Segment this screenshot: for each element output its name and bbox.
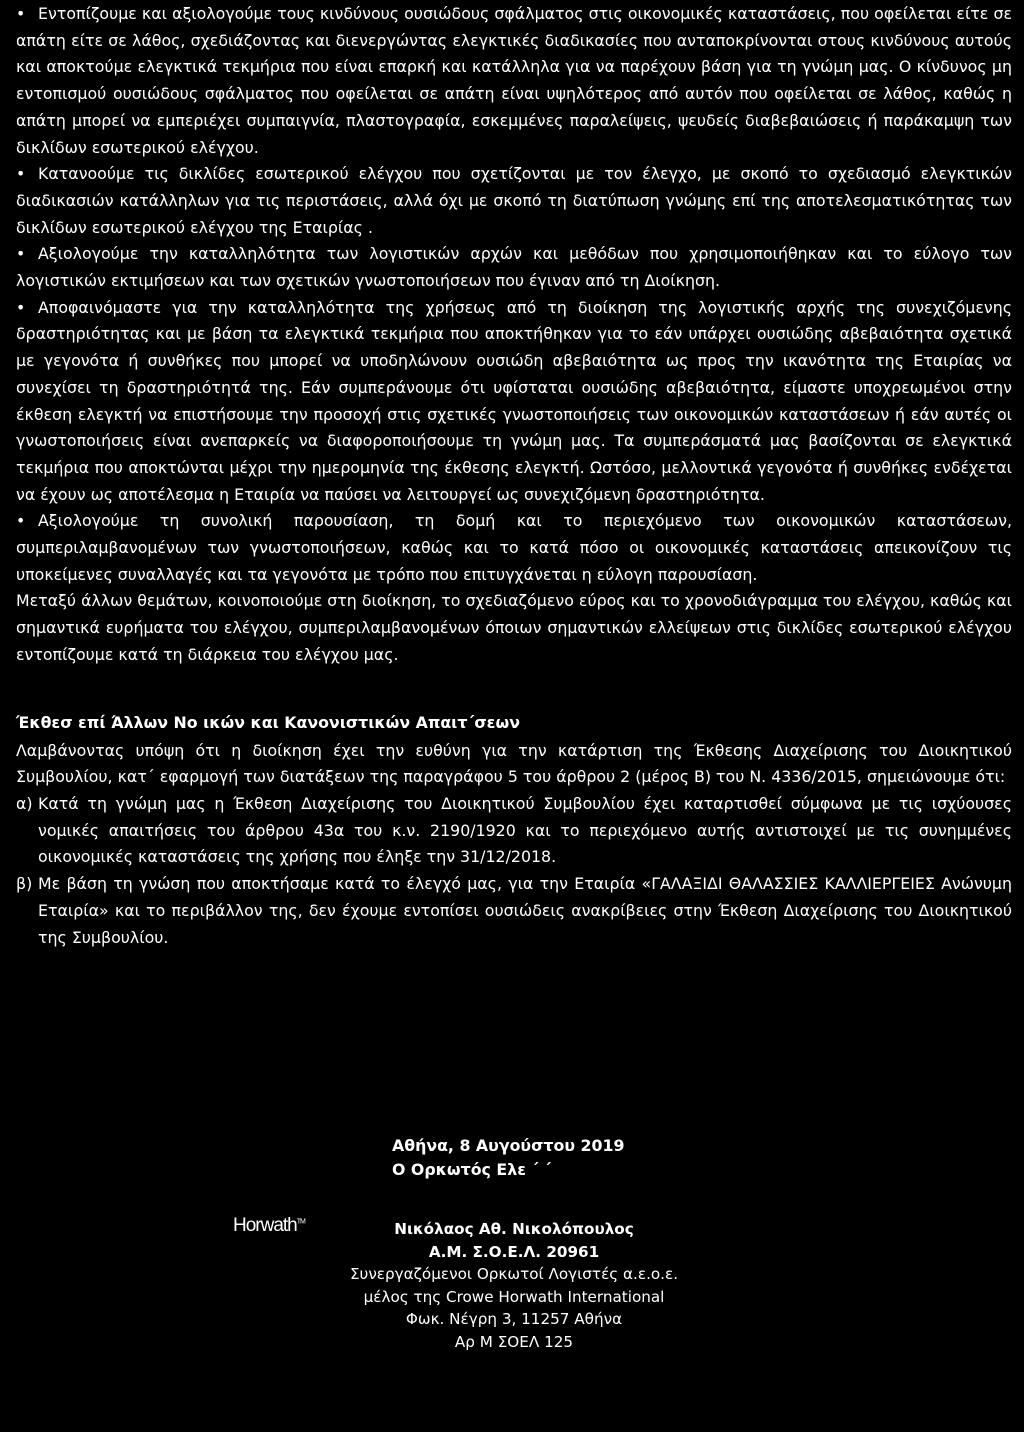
bullet-text: Εντοπίζουμε και αξιολογούμε τους κινδύνους ουσιώδους σφάλματος στις οικονομικές καταστάσεις, που οφείλεται είτε σε απάτη είτε σε λάθος, σχεδιάζοντας και διενεργώντας ελεγκτικές διαδικασίες που ανταποκρίνονται στους κινδύνους αυτούς και αποκτούμε ελεγκτικά τεκμήρια που είναι επαρκή και κατάλληλα για να παρέχουν βάση για τη γνώμη μας. Ο κίνδυνος μη εντοπισμού ουσιώδους σφάλματος που οφείλεται σε απάτη είναι υψηλότερος από αυτόν που οφείλεται σε λάθος, καθώς η απάτη μπορεί να εμπεριέχει συμπαιγνία, πλαστογραφία, εσκεμμένες παραλείψεις, ψευδείς διαβεβαιώσεις ή παράκαμψη των δικλίδων εσωτερικού ελέγχου. — [16, 4, 1012, 157]
firm-registration: Αρ Μ ΣΟΕΛ 125 — [454, 1332, 574, 1351]
bullet-paragraph — [16, 161, 1012, 241]
bullet-paragraph — [16, 295, 1012, 509]
bullet-dot: • — [16, 164, 26, 184]
bullet-dot: • — [16, 4, 26, 23]
signature-role: Ο Ορκωτός Ελε ΄ ΄ — [392, 1160, 551, 1179]
bullet-dot: • — [16, 297, 26, 317]
section-heading: Έκθεσ επί Άλλων Νο ικών και Κανονιστικών Απαιτ΄σεων — [16, 712, 520, 732]
bullet-paragraph — [16, 508, 1012, 588]
horwath-logo — [233, 1215, 305, 1237]
bullet-dot: • — [16, 511, 26, 531]
list-marker: β) — [16, 874, 33, 894]
section-intro: Λαμβάνοντας υπόψη ότι η διοίκηση έχει την ευθύνη για την κατάρτιση της Έκθεσης Διαχείρισης του Διοικητικού Συμβουλίου, κατ΄ εφαρμογή των διατάξεων της παραγράφου 5 του άρθρου 2 (μέρος Β) του Ν. 4336/2015, σημειώνουμε ότι: — [16, 740, 1012, 787]
document-body — [16, 0, 1012, 951]
logo-text: Horwath — [233, 1215, 297, 1236]
firm-address: Φωκ. Νέγρη 3, 11257 Αθήνα — [405, 1310, 623, 1329]
firm-membership: μέλος της Crowe Horwath International — [363, 1287, 665, 1306]
list-text: Με βάση τη γνώση που αποκτήσαμε κατά το έλεγχό μας, για την Εταιρία «ΓΑΛΑΞΙΔΙ ΘΑΛΑΣΣΙΕΣ ΚΑΛΛΙΕΡΓΕΙΕΣ Ανώνυμη Εταιρία» και το περιβάλλον της, δεν έχουμε εντοπίσει ουσιώδεις ανακρίβειες στην Έκθεση Διαχείρισης του Διοικητικού της Συμβουλίου. — [38, 874, 1012, 947]
bullet-text: Αποφαινόμαστε για την καταλληλότητα της χρήσεως από τη διοίκηση της λογιστικής αρχής της συνεχιζόμενης δραστηριότητας και με βάση τα ελεγκτικά τεκμήρια που αποκτήθηκαν για το εάν υπάρχει ουσιώδης αβεβαιότητα σχετικά με γεγονότα ή συνθήκες που μπορεί να υποδηλώνουν ουσιώδη αβεβαιότητα ως προς την ικανότητα της Εταιρίας να συνεχίσει τη δραστηριότητά της. Εάν συμπεράνουμε ότι υφίσταται ουσιώδης αβεβαιότητα, είμαστε υποχρεωμένοι στην έκθεση ελεγκτή να επιστήσουμε την προσοχή στις σχετικές γνωστοποιήσεις των οικονομικών καταστάσεων ή εάν αυτές οι γνωστοποιήσεις είναι ανεπαρκείς να διαφοροποιήσουμε τη γνώμη μας. Τα συμπεράσματά μας βασίζονται σε ελεγκτικά τεκμήρια που αποκτώνται μέχρι την ημερομηνία της έκθεσης ελεγκτή. Ωστόσο, μελλοντικά γεγονότα ή συνθήκες ενδέχεται να έχουν ως αποτέλεσμα η Εταιρία να παύσει να λειτουργεί ως συνεχιζόμενη δραστηριότητα. — [16, 297, 1012, 504]
signature-date: Αθήνα, 8 Αυγούστου 2019 — [392, 1136, 625, 1155]
list-item — [16, 791, 1012, 871]
list-marker: α) — [16, 793, 33, 813]
bullet-text: Κατανοούμε τις δικλίδες εσωτερικού ελέγχου που σχετίζονται με τον έλεγχο, με σκοπό το σχεδιασμό ελεγκτικών διαδικασιών κατάλληλων για τις περιστάσεις, αλλά όχι με σκοπό τη διατύπωση γνώμης επί της αποτελεσματικότητας των δικλίδων εσωτερικού ελέγχου της Εταιρίας . — [16, 164, 1012, 237]
bullet-dot: • — [16, 244, 26, 264]
bullet-paragraph — [16, 241, 1012, 294]
firm-name: Συνεργαζόμενοι Ορκωτοί Λογιστές α.ε.ο.ε. — [349, 1265, 679, 1284]
auditor-registration: Α.Μ. Σ.Ο.Ε.Λ. 20961 — [428, 1242, 600, 1261]
auditor-block — [344, 1218, 684, 1354]
bullet-text: Αξιολογούμε τη συνολική παρουσίαση, τη δομή και το περιεχόμενο των οικονομικών καταστάσεων, συμπεριλαμβανομένων των γνωστοποιήσεων, καθώς και το κατά πόσο οι οικονομικές καταστάσεις απεικονίζουν τις υποκείμενες συναλλαγές και τα γεγονότα με τρόπο που επιτυγχάνεται η εύλογη παρουσίαση. — [16, 511, 1012, 584]
bullet-text: Αξιολογούμε την καταλληλότητα των λογιστικών αρχών και μεθόδων που χρησιμοποιήθηκαν και το εύλογο των λογιστικών εκτιμήσεων και των σχετικών γνωστοποιήσεων που έγιναν από τη Διοίκηση. — [16, 244, 1012, 291]
closing-paragraph: Μεταξύ άλλων θεμάτων, κοινοποιούμε στη διοίκηση, το σχεδιαζόμενο εύρος και το χρονοδιάγραμμα του ελέγχου, καθώς και σημαντικά ευρήματα του ελέγχου, συμπεριλαμβανομένων όποιων σημαντικών ελλείψεων στις δικλίδες εσωτερικού ελέγχου εντοπίζουμε κατά τη διάρκεια του ελέγχου μας. — [16, 591, 1012, 664]
list-item — [16, 871, 1012, 951]
list-text: Κατά τη γνώμη μας η Έκθεση Διαχείρισης του Διοικητικού Συμβουλίου έχει καταρτισθεί σύμφωνα με τις ισχύουσες νομικές απαιτήσεις του άρθρου 43α του κ.ν. 2190/1920 και το περιεχόμενο αυτής αντιστοιχεί με τις συνημμένες οικονομικές καταστάσεις της χρήσης που έληξε την 31/12/2018. — [38, 793, 1012, 867]
auditor-name: Νικόλαος Αθ. Νικολόπουλος — [394, 1220, 634, 1238]
bullet-paragraph — [16, 1, 1012, 161]
logo-trademark: TM — [296, 1218, 305, 1226]
